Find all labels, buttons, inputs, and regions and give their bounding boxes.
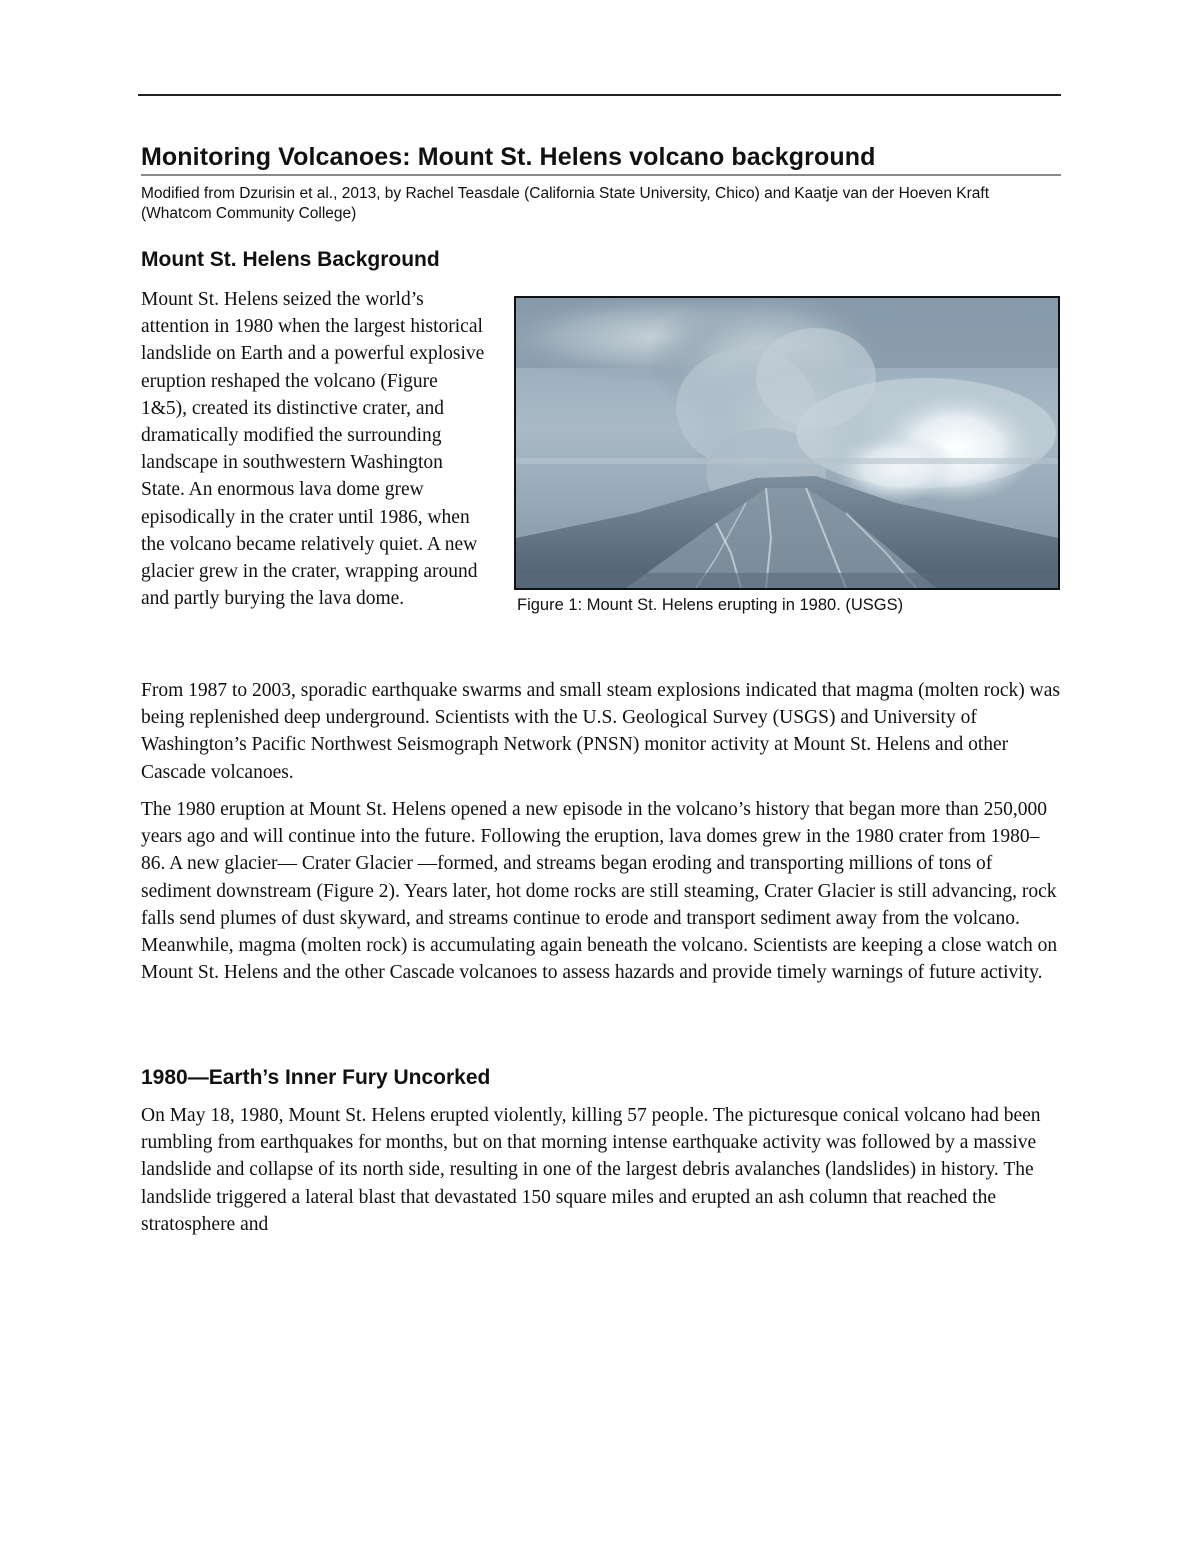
header-rule xyxy=(138,94,1061,96)
section-heading-background: Mount St. Helens Background xyxy=(141,248,440,271)
paragraph-eruption-episode: The 1980 eruption at Mount St. Helens opened a new episode in the volcano’s history that began more than 250,000 years ago and will continue into the future. Following the eruption, lava domes grew in the 1980 crater from 1980–86. A new glacier— Crater Glacier —formed, and streams began eroding and transporting millions of tons of sediment downstream (Figure 2). Years later, hot dome rocks are still steaming, Crater Glacier is still advancing, rock falls send plumes of dust skyward, and streams continue to erode and transport sediment away from the volcano. Meanwhile, magma (molten rock) is accumulating again beneath the volcano. Scientists are keeping a close watch on Mount St. Helens and the other Cascade volcanoes to assess hazards and provide timely warnings of future activity. xyxy=(141,799,1058,984)
eruption-photo xyxy=(514,296,1060,590)
paragraph-may-18: On May 18, 1980, Mount St. Helens erupted violently, killing 57 people. The picturesque conical volcano had been rumbling from earthquakes for months, but on that morning intense earthquake activity was followed by a massive landslide and collapse of its north side, resulting in one of the largest debris avalanches (landslides) in history. The landslide triggered a lateral blast that devastated 150 square miles and erupted an ash column that reached the stratosphere and xyxy=(141,1105,1041,1235)
figure-1 xyxy=(509,294,1061,634)
paragraph-intro: Mount St. Helens seized the world’s attention in 1980 when the largest historical landslide on Earth and a powerful explosive eruption reshaped the volcano (Figure 1&5), created its distinctive crater, and dramatically modified the surrounding landscape in southwestern Washington State. An enormous lava dome grew episodically in the crater until 1986, when the volcano became relatively quiet. A new glacier grew in the crater, wrapping around and partly burying the lava dome. xyxy=(141,289,485,610)
document-title: Monitoring Volcanoes: Mount St. Helens volcano background xyxy=(141,143,876,171)
figure-caption: Figure 1: Mount St. Helens erupting in 1980. (USGS) xyxy=(517,596,904,614)
byline: Modified from Dzurisin et al., 2013, by Rachel Teasdale (California State University, Chico) and Kaatje van der Hoeven Kraft (Whatcom Community College) xyxy=(141,185,990,222)
paragraph-monitoring: From 1987 to 2003, sporadic earthquake swarms and small steam explosions indicated that magma (molten rock) was being replenished deep underground. Scientists with the U.S. Geological Survey (USGS) and University of Washington’s Pacific Northwest Seismograph Network (PNSN) monitor activity at Mount St. Helens and other Cascade volcanoes. xyxy=(141,680,1060,783)
title-underline xyxy=(141,174,1061,176)
intro-block xyxy=(141,286,1061,640)
section-heading-1980: 1980—Earth’s Inner Fury Uncorked xyxy=(141,1066,491,1089)
